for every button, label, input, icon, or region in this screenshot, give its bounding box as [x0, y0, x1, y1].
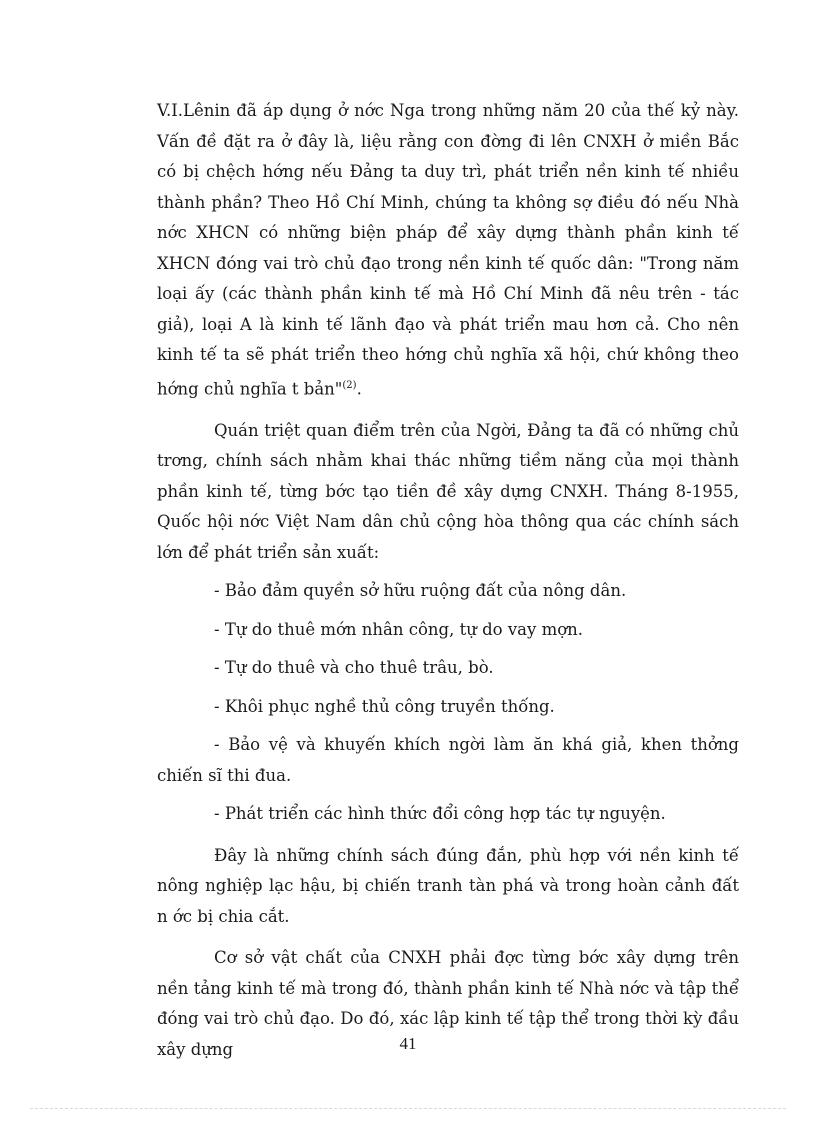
paragraph-1-text: V.I.Lênin đã áp dụng ở nớc Nga trong những năm 20 của thế kỷ này. Vấn đề đặt ra ở đây là, liệu rằng con đờng đi lên CNXH ở miền Bắc có bị chệch hớng nếu Đảng ta duy trì, phát triển nền kinh tế nhiều thành phần? Theo Hồ Chí Minh, chúng ta không sợ điều đó nếu Nhà nớc XHCN có những biện pháp để xây dựng thành phần kinh tế XHCN đóng vai trò chủ đạo trong nền kinh tế quốc dân: "Trong năm loại ấy (các thành phần kinh tế mà Hồ Chí Minh đã nêu trên - tác giả), loại A là kinh tế lãnh đạo và phát triển mau hơn cả. Cho nên kinh tế ta sẽ phát triển theo hớng chủ nghĩa xã hội, chứ không theo hớng chủ nghĩa t bản" [157, 101, 739, 398]
list-item-4: - Khôi phục nghề thủ công truyền thống. [214, 696, 555, 716]
paragraph-4: Cơ sở vật chất của CNXH phải đợc từng bớc xây dựng trên nền tảng kinh tế mà trong đó, thành phần kinh tế Nhà nớc và tập thể đóng vai trò chủ đạo. Do đó, xác lập kinh tế tập thể trong thời kỳ đầu xây dựng [157, 948, 739, 1059]
list-item-3: - Tự do thuê và cho thuê trâu, bò. [214, 658, 494, 677]
list-item-1: - Bảo đảm quyền sở hữu ruộng đất của nông dân. [214, 581, 627, 600]
paragraph-2: Quán triệt quan điểm trên của Ngời, Đảng ta đã có những chủ trơng, chính sách nhằm khai thác những tiềm năng của mọi thành phần kinh tế, từng bớc tạo tiền đề xây dựng CNXH. Tháng 8-1955, Quốc hội nớc Việt Nam dân chủ cộng hòa thông qua các chính sách lớn để phát triển sản xuất: [157, 420, 739, 562]
list-item-6: - Phát triển các hình thức đổi công hợp tác tự nguyện. [214, 804, 666, 823]
page-bottom-divider [30, 1108, 786, 1109]
page-number: 41 [399, 1034, 417, 1053]
paragraph-1-tail: . [356, 379, 362, 398]
list-item-2: - Tự do thuê mớn nhân công, tự do vay mợn. [214, 619, 584, 639]
footnote-ref[interactable]: (2) [342, 379, 357, 391]
document-body [157, 96, 739, 1065]
paragraph-3: Đây là những chính sách đúng đắn, phù hợp với nền kinh tế nông nghiệp lạc hậu, bị chiến tranh tàn phá và trong hoàn cảnh đất n ớc bị chia cắt. [157, 845, 739, 926]
paragraph-1 [157, 96, 739, 405]
list-item-5: - Bảo vệ và khuyến khích ngời làm ăn khá giả, khen thởng chiến sĩ thi đua. [157, 735, 739, 785]
